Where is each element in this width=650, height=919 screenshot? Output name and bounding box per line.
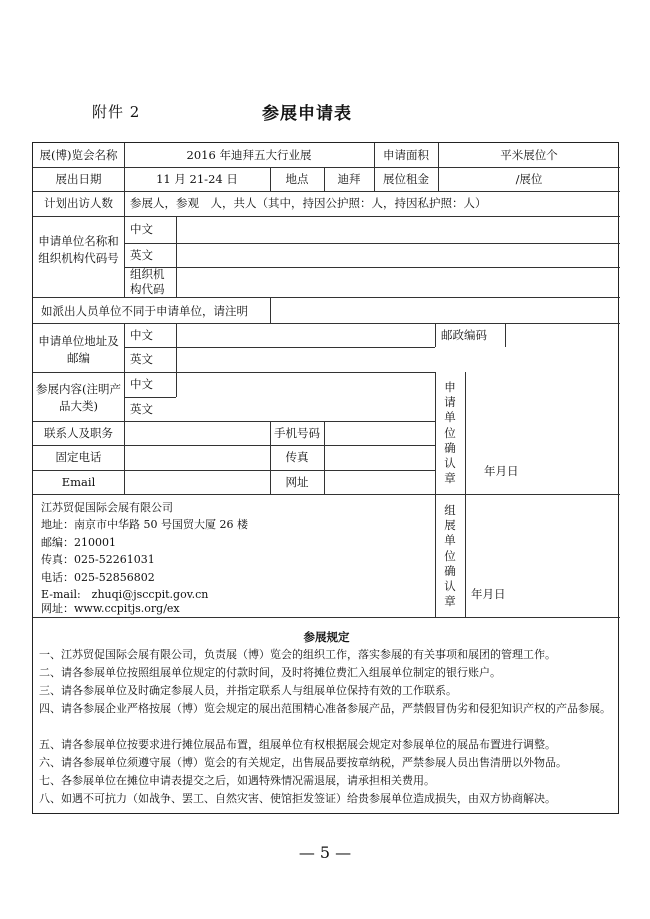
mobile-label: 手机号码 [274,426,320,440]
applicant-label: 申请单位名称和组织机构代码号 [38,234,119,265]
attachment-label: 附件 2 [92,103,141,121]
org-code-label: 组织机构代码 [130,267,165,296]
area-value: 平米展位个 [500,148,558,162]
rent-value: /展位 [515,172,543,186]
rule-item: 六、请各参展单位须遵守展（博）览会的有关规定，出售展品要按章纳税，严禁参展人员出售清册以外物品。 [39,756,567,769]
exhibition-name-value: 2016 年迪拜五大行业展 [186,148,312,162]
rule-item: 三、请各参展单位及时确定参展人员，并指定联系人与组展单位保持有效的工作联系。 [39,684,457,697]
organizer-name: 江苏贸促国际会展有限公司 [41,501,173,514]
contact-label: 联系人及职务 [44,426,113,440]
application-form-table [32,142,619,814]
visitors-label: 计划出访人数 [44,196,113,210]
date-label: 展出日期 [55,172,102,186]
location-label: 地点 [285,172,309,186]
rule-item: 四、请各参展企业严格按展（博）览会规定的展出范围精心准备参展产品，严禁假冒伪劣和侵犯知识产权的产品参展。 [39,702,611,715]
rent-label: 展位租金 [383,172,429,186]
rule-item: 八、如遇不可抗力（如战争、罢工、自然灾害、使馆拒发签证）给贵参展单位造成损失，由双方协商解决。 [39,792,556,805]
organizer-confirm-label: 组展单位确认章 [444,503,456,609]
location-value: 迪拜 [337,172,361,186]
content-label: 参展内容(注明产品大类) [36,382,121,413]
phone-label: 固定电话 [55,450,102,464]
visitors-value: 参展人，参观 人，共人（其中，持因公护照：人，持因私护照：人） [130,196,487,210]
rule-item: 五、请各参展单位按要求进行摊位展品布置，组展单位有权根据展会规定对参展单位的展品布置进行调整。 [39,738,556,751]
page-number: — 5 — [298,843,352,862]
applicant-chinese-label: 中文 [130,222,153,236]
content-chinese-label: 中文 [130,377,153,391]
date-value: 11 月 21-24 日 [156,172,238,186]
rule-item: 七、各参展单位在摊位申请表提交之后，如遇特殊情况需退展，请承担相关费用。 [39,774,435,787]
web-label: 网址 [285,475,309,489]
rule-item: 二、请各参展单位按照组展单位规定的付款时间，及时将摊位费汇入组展单位制定的银行账户。 [39,666,501,679]
postcode-label: 邮政编码 [441,328,487,342]
organizer-phone: 电话：025-52856802 [41,570,155,584]
email-label: Email [61,475,96,489]
organizer-fax: 传真：025-52261031 [41,553,155,567]
content-english-label: 英文 [130,402,153,416]
address-english-label: 英文 [130,352,153,366]
form-title: 参展申请表 [262,104,352,124]
exhibition-name-label: 展(博)览会名称 [39,148,118,162]
address-label: 申请单位地址及邮编 [38,334,119,365]
organizer-address: 地址：南京市中华路 50 号国贸大厦 26 楼 [41,518,248,532]
organizer-confirm-date: 年月日 [471,587,506,601]
applicant-english-label: 英文 [130,248,153,262]
applicant-confirm-date: 年月日 [484,464,519,478]
fax-label: 传真 [285,450,309,464]
applicant-confirm-label: 申请单位确认章 [444,380,456,486]
organizer-email: E-mail: zhuqi@jsccpit.gov.cn [41,588,209,601]
address-chinese-label: 中文 [130,328,153,342]
dispatch-note: 如派出人员单位不同于申请单位，请注明 [41,304,248,318]
organizer-postcode: 邮编：210001 [41,535,116,549]
organizer-web: 网址：www.ccpitjs.org/ex [41,602,180,616]
rules-title: 参展规定 [303,630,350,644]
rule-item: 一、江苏贸促国际会展有限公司，负责展（博）览会的组织工作，落实参展的有关事项和展团的管理工作。 [39,648,556,661]
area-label: 申请面积 [383,148,429,162]
